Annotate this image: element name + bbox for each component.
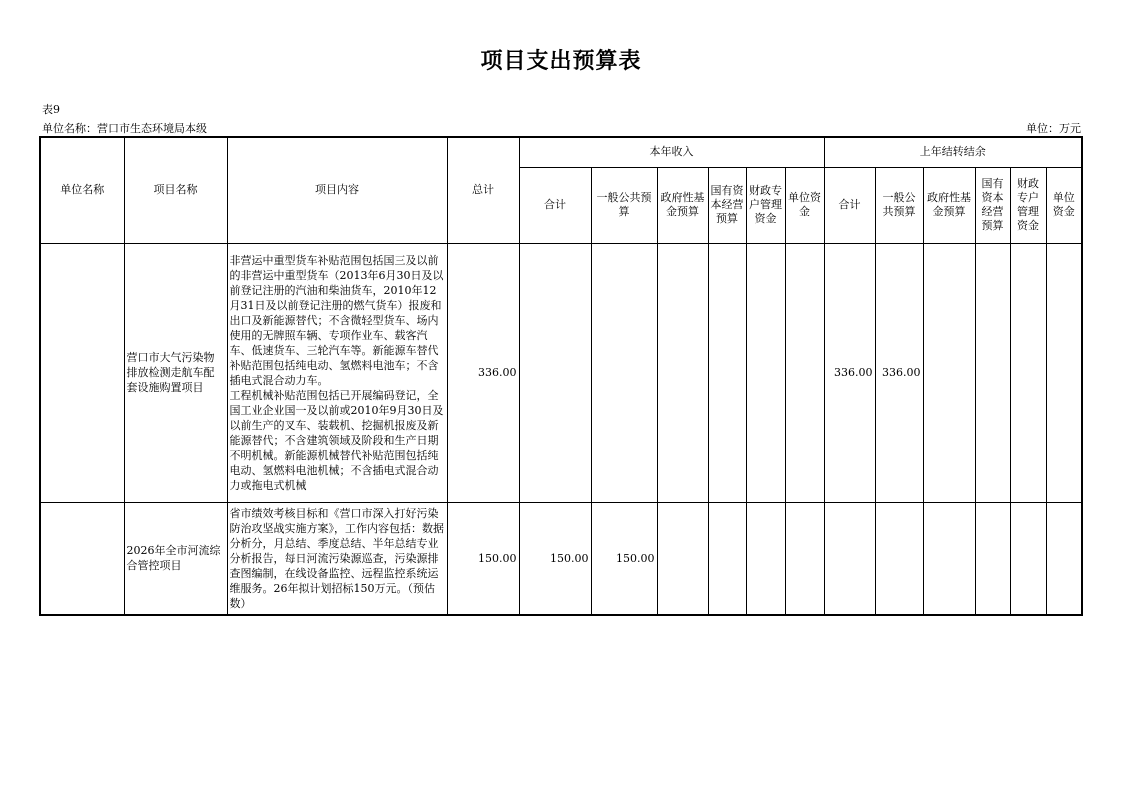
row-prev-general: 336.00 xyxy=(875,243,923,502)
row-cur-general xyxy=(591,243,657,502)
unit-name-label: 单位名称：营口市生态环境局本级 xyxy=(42,122,207,135)
row-prev-fiscal-special xyxy=(1010,243,1046,502)
currency-unit-label: 单位：万元 xyxy=(1026,122,1081,135)
header-total: 总计 xyxy=(447,137,519,243)
header-prev-general: 一般公共预算 xyxy=(875,167,923,243)
header-current-income: 本年收入 xyxy=(519,137,824,167)
row-prev-unit-fund xyxy=(1046,243,1082,502)
header-project-content: 项目内容 xyxy=(227,137,447,243)
row-prev-state-capital xyxy=(975,243,1010,502)
page-title: 项目支出预算表 xyxy=(480,49,642,74)
header-cur-state-capital: 国有资本经营预算 xyxy=(708,167,746,243)
row-cur-state-capital xyxy=(708,502,746,615)
table-number: 表9 xyxy=(42,103,60,116)
header-unit-name: 单位名称 xyxy=(40,137,124,243)
header-cur-unit-fund: 单位资金 xyxy=(785,167,824,243)
row-project-name: 2026年全市河流综合管控项目 xyxy=(124,502,227,615)
row-cur-fiscal-special xyxy=(746,243,785,502)
header-prev-gov-fund: 政府性基金预算 xyxy=(923,167,975,243)
table-row xyxy=(40,243,1082,502)
row-total: 336.00 xyxy=(447,243,519,502)
header-cur-sum: 合计 xyxy=(519,167,591,243)
header-prev-sum: 合计 xyxy=(824,167,875,243)
row-prev-sum: 336.00 xyxy=(824,243,875,502)
budget-table xyxy=(39,136,1083,616)
header-project-name: 项目名称 xyxy=(124,137,227,243)
row-cur-unit-fund xyxy=(785,502,824,615)
row-prev-state-capital xyxy=(975,502,1010,615)
row-cur-state-capital xyxy=(708,243,746,502)
row-cur-fiscal-special xyxy=(746,502,785,615)
table-row xyxy=(40,502,1082,615)
row-prev-general xyxy=(875,502,923,615)
row-total: 150.00 xyxy=(447,502,519,615)
header-carryover: 上年结转结余 xyxy=(824,137,1082,167)
row-project-name: 营口市大气污染物排放检测走航车配套设施购置项目 xyxy=(124,243,227,502)
row-prev-gov-fund xyxy=(923,243,975,502)
row-project-content: 非营运中重型货车补贴范围包括国三及以前的非营运中重型货车（2013年6月30日及以前登记注册的汽油和柴油货车，2010年12月31日及以前登记注册的燃气货车）报废和出口及新能源替代；不含微轻型货车、场内使用的无牌照车辆、专项作业车、载客汽车、低速货车、三轮汽车等。新能源车替代补贴范围包括纯电动、氢燃料电池车；不含插电式混合动力车。 工程机械补贴范围包括已开展编码登记，全国工业企业国一及以前或2010年9月30日及以前生产的叉车、装载机、挖掘机报废及新能源替代；不含建筑领域及阶段和生产日期不明机械。新能源机械替代补贴范围包括纯电动、氢燃料电池机械；不含插电式混合动力或拖电式机械 xyxy=(227,243,447,502)
header-prev-state-capital: 国有资本经营预算 xyxy=(975,167,1010,243)
row-cur-unit-fund xyxy=(785,243,824,502)
row-project-content: 省市绩效考核目标和《营口市深入打好污染防治攻坚战实施方案》，工作内容包括：数据分析分，月总结、季度总结、半年总结专业分析报告，每日河流污染源巡查，污染源排查图编制，在线设备监控、远程监控系统运维服务。26年拟计划招标150万元。（预估数） xyxy=(227,502,447,615)
header-cur-fiscal-special: 财政专户管理资金 xyxy=(746,167,785,243)
header-prev-fiscal-special: 财政专户管理资金 xyxy=(1010,167,1046,243)
header-cur-gov-fund: 政府性基金预算 xyxy=(657,167,708,243)
header-prev-unit-fund: 单位资金 xyxy=(1046,167,1082,243)
row-prev-gov-fund xyxy=(923,502,975,615)
row-prev-sum xyxy=(824,502,875,615)
row-unit-name xyxy=(40,243,124,502)
row-unit-name xyxy=(40,502,124,615)
row-prev-fiscal-special xyxy=(1010,502,1046,615)
row-cur-gov-fund xyxy=(657,243,708,502)
header-cur-general: 一般公共预算 xyxy=(591,167,657,243)
row-cur-gov-fund xyxy=(657,502,708,615)
row-cur-sum xyxy=(519,243,591,502)
row-cur-general: 150.00 xyxy=(591,502,657,615)
row-prev-unit-fund xyxy=(1046,502,1082,615)
row-cur-sum: 150.00 xyxy=(519,502,591,615)
